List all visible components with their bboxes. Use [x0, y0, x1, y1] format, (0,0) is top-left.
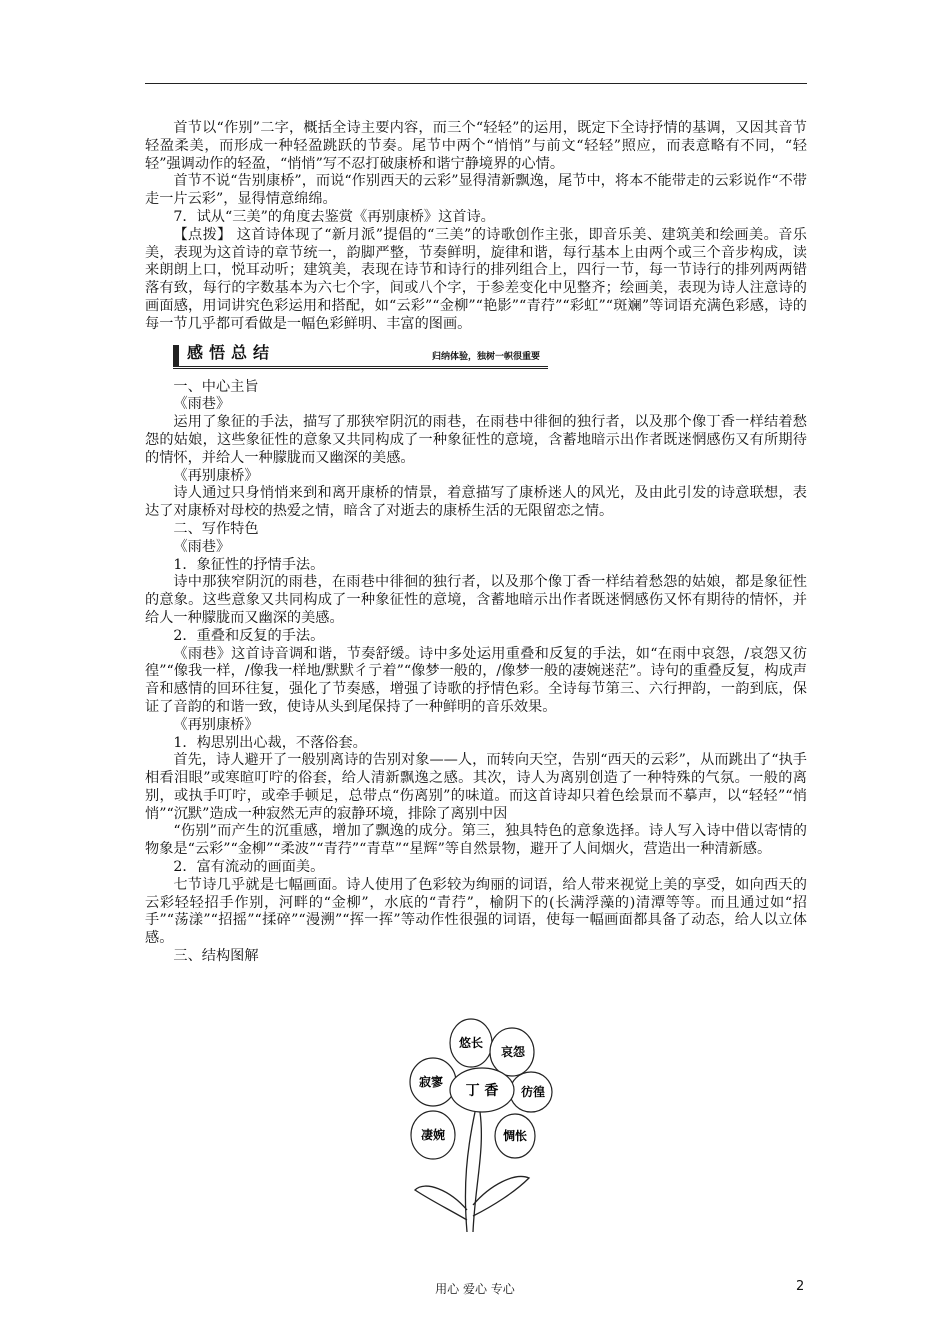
- subheading: 《雨巷》: [173, 538, 231, 555]
- point-heading: 1．象征性的抒情手法。: [173, 556, 325, 573]
- paragraph: 诗人通过只身悄悄来到和离开康桥的情景，着意描写了康桥迷人的风光，及由此引发的诗意联想，表达了对康桥对母校的热爱之情，暗含了对逝去的康桥生活的无限留恋之情。: [145, 485, 807, 520]
- hint-paragraph: 【点拨】 这首诗体现了“新月派”提倡的“三美”的诗歌创作主张，即音乐美、建筑美和绘画美。音乐美，表现为这首诗的章节统一，韵脚严整，节奏鲜明，旋律和谐，每行基本上由两个或三个音步构成，读来朗朗上口，悦耳动听；建筑美，表现在诗节和诗行的排列组合上，四行一节，每一节诗行的排列两两错落有致，每行的字数基本为六七个字，间或八个字，于参差变化中见整齐；绘画美，表现为诗人注意诗的画面感，用词讲究色彩运用和搭配，如“云彩”“金柳”“艳影”“青荇”“彩虹”“斑斓”等词语充满色彩感，诗的每一节几乎都可看做是一幅色彩鲜明、丰富的图画。: [145, 226, 807, 332]
- section-heading: 二、写作特色: [173, 520, 259, 537]
- paragraph: 《雨巷》这首诗音调和谐，节奏舒缓。诗中多处运用重叠和反复的手法，如“在雨中哀怨，/哀怨又彷徨”“像我一样，/像我一样地/默默彳亍着”“像梦一般的，/像梦一般的凄婉迷茫”。诗句的重叠反复，构成声音和感情的回环往复，强化了节奏感，增强了诗歌的抒情色彩。全诗每节第三、六行押韵，一韵到底，保证了音韵的和谐一致，使诗从头到尾保持了一种鲜明的音乐效果。: [145, 645, 807, 715]
- footer-slogan: 用心 爱心 专心: [435, 1282, 515, 1296]
- paragraph: 首节不说“告别康桥”，而说“作别西天的云彩”显得清新飘逸，尾节中，将本不能带走的云彩说作“不带走一片云彩”，显得情意绵绵。: [145, 173, 807, 208]
- subheading: 《雨巷》: [173, 396, 231, 413]
- subheading: 《再别康桥》: [173, 467, 259, 484]
- leaf-right: [473, 1177, 529, 1216]
- banner-title: 感悟总结: [187, 342, 276, 362]
- center-label: 丁 香: [465, 1083, 499, 1099]
- banner-underline: [173, 366, 548, 369]
- paragraph: 运用了象征的手法，描写了那狭窄阴沉的雨巷，在雨巷中徘徊的独行者，以及那个像丁香一样结着愁怨的姑娘，这些象征性的意象又共同构成了一种象征性的意境，含蓄地暗示出作者既迷惘感伤又有所期待的情怀，并给人一种朦胧而又幽深的美感。: [145, 414, 807, 466]
- body-content: [145, 120, 807, 966]
- petal-label: 哀怨: [500, 1045, 526, 1059]
- point-heading: 1．构思别出心裁，不落俗套。: [173, 734, 367, 751]
- leaf-left: [415, 1186, 467, 1220]
- lilac-flower-diagram: [405, 1010, 565, 1240]
- section-heading: 三、结构图解: [173, 948, 259, 965]
- question-7: 7．试从“三美”的角度去鉴赏《再别康桥》这首诗。: [173, 208, 495, 225]
- petal-label: 悠长: [458, 1036, 484, 1050]
- banner-bar: [173, 345, 179, 367]
- petal-label: 彷徨: [520, 1085, 546, 1099]
- paragraph: 首节以“作别”二字，概括全诗主要内容，而三个“轻轻”的运用，既定下全诗抒情的基调，又因其音节轻盈柔美，而形成一种轻盈跳跃的节奏。尾节中两个“悄悄”与前文“轻轻”照应，而表意略有不同，“轻轻”强调动作的轻盈，“悄悄”写不忍打破康桥和谐宁静境界的心情。: [145, 120, 807, 172]
- banner-subtitle: 归纳体验，独树一帜很重要: [431, 351, 540, 362]
- petal-label: 凄婉: [420, 1128, 446, 1142]
- paragraph: “伤别”而产生的沉重感，增加了飘逸的成分。第三，独具特色的意象选择。诗人写入诗中借以寄情的物象是“云彩”“金柳”“柔波”“青荇”“青草”“星辉”等自然景物，避开了人间烟火，营造出一种清新感。: [145, 823, 807, 858]
- petal-label: 惆怅: [502, 1129, 528, 1143]
- paragraph: 七节诗几乎就是七幅画面。诗人使用了色彩较为绚丽的词语，给人带来视觉上美的享受，如向西天的云彩轻轻招手作别，河畔的“金柳”，水底的“青荇”，榆阴下的(长满浮藻的)清潭等等。而且通过如“招手”“荡漾”“招摇”“揉碎”“漫溯”“挥一挥”等动作性很强的词语，使每一幅画面都具备了动态，给人以立体感。: [145, 876, 807, 947]
- point-heading: 2．重叠和反复的手法。: [173, 627, 325, 644]
- section-heading: 一、中心主旨: [173, 378, 259, 395]
- page-number: 2: [796, 1279, 805, 1294]
- paragraph: 首先，诗人避开了一般别离诗的告别对象——人，而转向天空，告别“西天的云彩”，从而跳出了“执手相看泪眼”或寒暄叮咛的俗套，给人清新飘逸之感。其次，诗人为离别创造了一种特殊的气氛。一般的离别，或执手叮咛，或牵手顿足，总带点“伤离别”的味道。而这首诗却只着色绘景而不摹声，以“轻轻”“悄悄”“沉默”造成一种寂然无声的寂静环境，排除了离别中因: [145, 752, 807, 822]
- subheading: 《再别康桥》: [173, 716, 259, 733]
- section-banner: [173, 343, 548, 369]
- petal-label: 寂寥: [418, 1075, 444, 1089]
- point-heading: 2．富有流动的画面美。: [173, 859, 325, 876]
- header-rule: [145, 83, 807, 84]
- paragraph: 诗中那狭窄阴沉的雨巷，在雨巷中徘徊的独行者，以及那个像丁香一样结着愁怨的姑娘，都是象征性的意象。这些意象又共同构成了一种象征性的意境，含蓄地暗示出作者既迷惘感伤又怀有期待的情怀，并给人一种朦胧而又幽深的美感。: [145, 574, 807, 626]
